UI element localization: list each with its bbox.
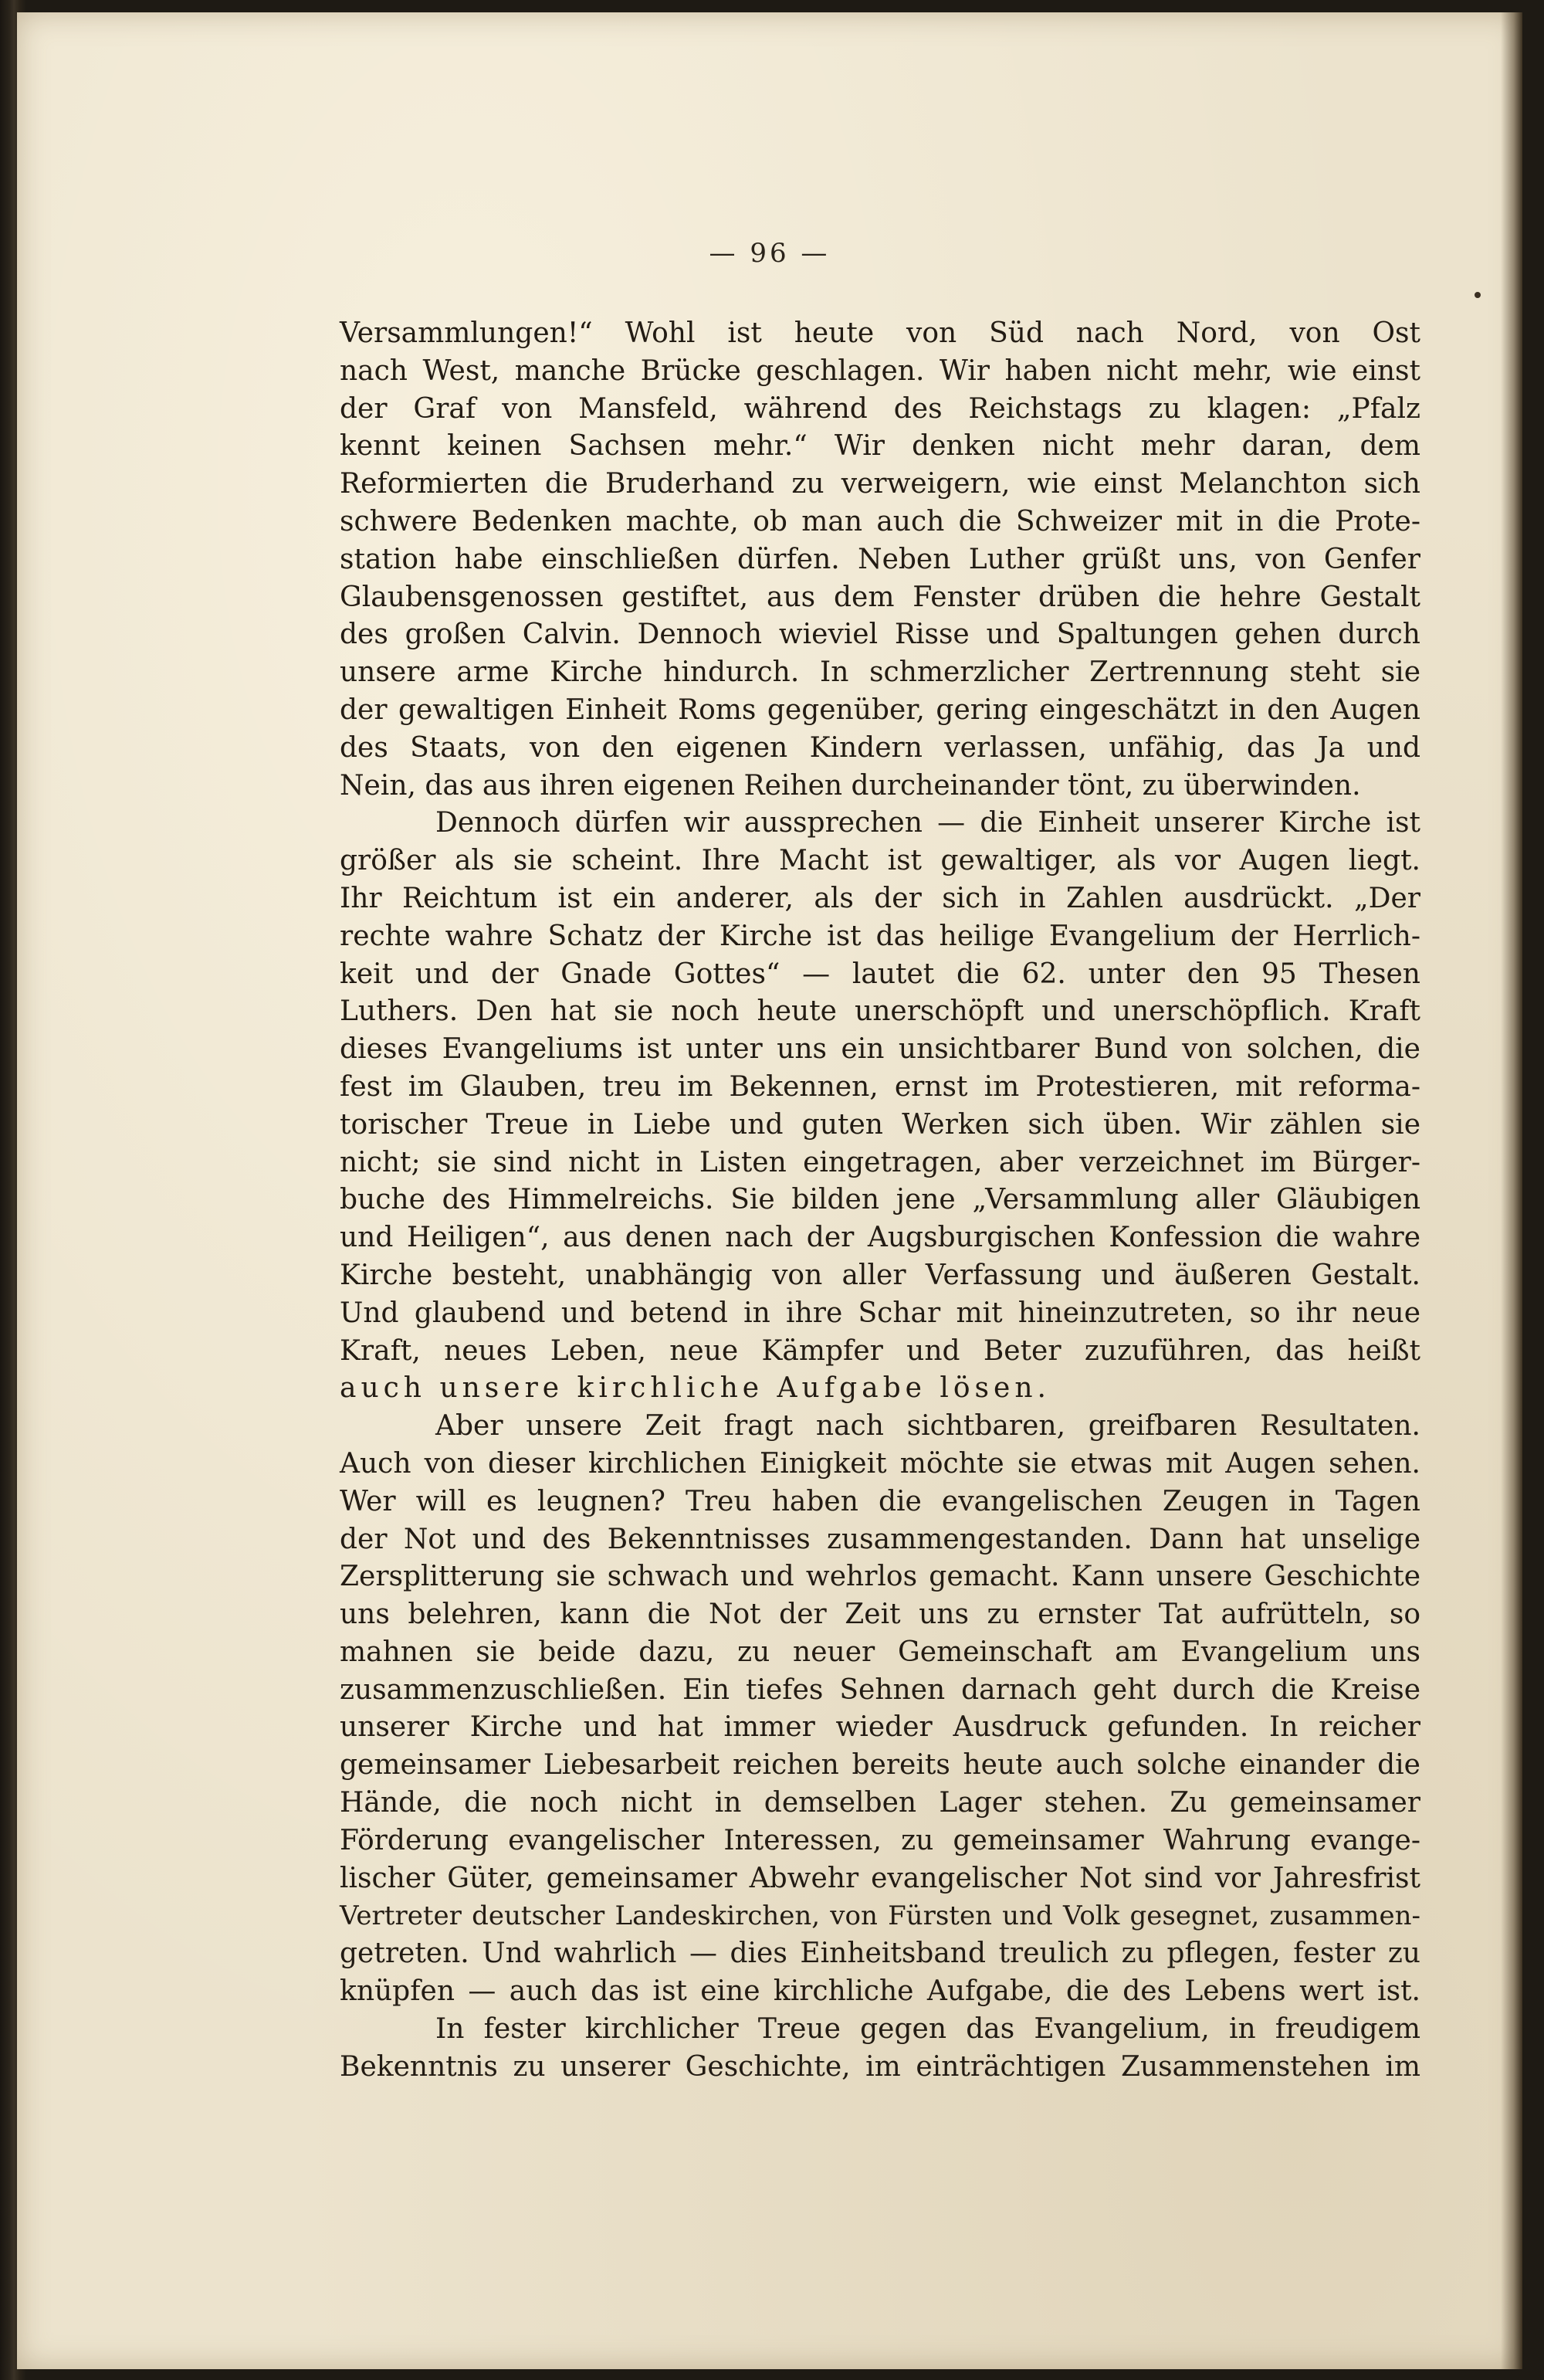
text-line: und Heiligen“, aus denen nach der Augsburgischen Konfession die wahre xyxy=(340,1222,1420,1254)
text-line: mahnen sie beide dazu, zu neuer Gemeinschaft am Evangelium uns xyxy=(340,1636,1420,1668)
text-line: Kirche besteht, unabhängig von aller Verfassung und äußeren Gestalt. xyxy=(340,1259,1420,1291)
text-line: torischer Treue in Liebe und guten Werken sich üben. Wir zählen sie xyxy=(340,1108,1420,1141)
text-line: zusammenzuschließen. Ein tiefes Sehnen darnach geht durch die Kreise xyxy=(340,1673,1420,1706)
body-text xyxy=(340,315,1420,2086)
page-gutter-shadow xyxy=(1501,12,1522,2369)
text-line: getreten. Und wahrlich — dies Einheitsband treulich zu pflegen, fester zu xyxy=(340,1938,1420,1970)
text-line: kennt keinen Sachsen mehr.“ Wir denken nicht mehr daran, dem xyxy=(340,430,1420,463)
text-line: station habe einschließen dürfen. Neben Luther grüßt uns, von Genfer xyxy=(340,543,1420,575)
text-line: des großen Calvin. Dennoch wieviel Risse und Spaltungen gehen durch xyxy=(340,619,1420,651)
text-line: Glaubensgenossen gestiftet, aus dem Fenster drüben die hehre Gestalt xyxy=(340,581,1420,613)
text-line: rechte wahre Schatz der Kirche ist das heilige Evangelium der Herrlich- xyxy=(340,920,1420,952)
text-line: Und glaubend und betend in ihre Schar mit hineinzutreten, so ihr neue xyxy=(340,1297,1420,1329)
text-line: Luthers. Den hat sie noch heute unerschöpft und unerschöpflich. Kraft xyxy=(340,995,1420,1028)
text-line: Förderung evangelischer Interessen, zu gemeinsamer Wahrung evange- xyxy=(340,1824,1420,1856)
text-line: Bekenntnis zu unserer Geschichte, im einträchtigen Zusammenstehen im xyxy=(340,2050,1420,2083)
paragraph-start-line: In fester kirchlicher Treue gegen das Evangelium, in freudigem xyxy=(435,2012,1420,2045)
text-line: Zersplitterung sie schwach und wehrlos gemacht. Kann unsere Geschichte xyxy=(340,1561,1420,1593)
text-line: Kraft, neues Leben, neue Kämpfer und Beter zuzuführen, das heißt xyxy=(340,1334,1420,1367)
text-line: auch unsere kirchliche Aufgabe lösen. xyxy=(340,1372,1051,1405)
text-line: nach West, manche Brücke geschlagen. Wir haben nicht mehr, wie einst xyxy=(340,354,1420,387)
text-line: Versammlungen!“ Wohl ist heute von Süd nach Nord, von Ost xyxy=(340,317,1420,349)
text-line: buche des Himmelreichs. Sie bilden jene „Versammlung aller Gläubigen xyxy=(340,1184,1420,1216)
text-line: der Not und des Bekenntnisses zusammengestanden. Dann hat unselige xyxy=(340,1523,1420,1555)
text-line: Hände, die noch nicht in demselben Lager stehen. Zu gemeinsamer xyxy=(340,1787,1420,1819)
text-line: größer als sie scheint. Ihre Macht ist gewaltiger, als vor Augen liegt. xyxy=(340,845,1420,877)
book-page xyxy=(17,12,1522,2369)
page-number: — 96 — xyxy=(709,238,831,269)
text-line: Wer will es leugnen? Treu haben die evangelischen Zeugen in Tagen xyxy=(340,1485,1420,1517)
text-line: lischer Güter, gemeinsamer Abwehr evangelischer Not sind vor Jahresfrist xyxy=(340,1862,1420,1894)
text-line: unserer Kirche und hat immer wieder Ausdruck gefunden. In reicher xyxy=(340,1711,1420,1744)
text-line: keit und der Gnade Gottes“ — lautet die 62. unter den 95 Thesen xyxy=(340,958,1420,990)
paragraph-start-line: Dennoch dürfen wir aussprechen — die Einheit unserer Kirche ist xyxy=(435,807,1420,839)
text-line: fest im Glauben, treu im Bekennen, ernst im Protestieren, mit reforma- xyxy=(340,1070,1420,1103)
text-line: Auch von dieser kirchlichen Einigkeit möchte sie etwas mit Augen sehen. xyxy=(340,1447,1420,1480)
text-line: nicht; sie sind nicht in Listen eingetragen, aber verzeichnet im Bürger- xyxy=(340,1146,1420,1178)
text-line: dieses Evangeliums ist unter uns ein unsichtbarer Bund von solchen, die xyxy=(340,1033,1420,1066)
text-line: der Graf von Mansfeld, während des Reichstags zu klagen: „Pfalz xyxy=(340,392,1420,425)
text-line: Nein, das aus ihren eigenen Reihen durcheinander tönt, zu überwinden. xyxy=(340,769,1361,802)
text-line: uns belehren, kann die Not der Zeit uns zu ernster Tat aufrütteln, so xyxy=(340,1599,1420,1631)
paragraph-start-line: Aber unsere Zeit fragt nach sichtbaren, greifbaren Resultaten. xyxy=(435,1410,1420,1443)
text-line: Vertreter deutscher Landeskirchen, von Fürsten und Volk gesegnet, zusammen- xyxy=(340,1900,1420,1932)
text-line: Ihr Reichtum ist ein anderer, als der sich in Zahlen ausdrückt. „Der xyxy=(340,882,1420,914)
text-line: schwere Bedenken machte, ob man auch die Schweizer mit in die Prote- xyxy=(340,505,1420,537)
text-line: knüpfen — auch das ist eine kirchliche Aufgabe, die des Lebens wert ist. xyxy=(340,1975,1420,2008)
text-line: der gewaltigen Einheit Roms gegenüber, gering eingeschätzt in den Augen xyxy=(340,693,1420,726)
text-line: unsere arme Kirche hindurch. In schmerzlicher Zertrennung steht sie xyxy=(340,656,1420,689)
ink-spot xyxy=(1475,292,1481,298)
text-line: Reformierten die Bruderhand zu verweigern, wie einst Melanchton sich xyxy=(340,468,1420,500)
text-line: des Staats, von den eigenen Kindern verlassen, unfähig, das Ja und xyxy=(340,731,1420,764)
text-line: gemeinsamer Liebesarbeit reichen bereits heute auch solche einander die xyxy=(340,1749,1420,1782)
